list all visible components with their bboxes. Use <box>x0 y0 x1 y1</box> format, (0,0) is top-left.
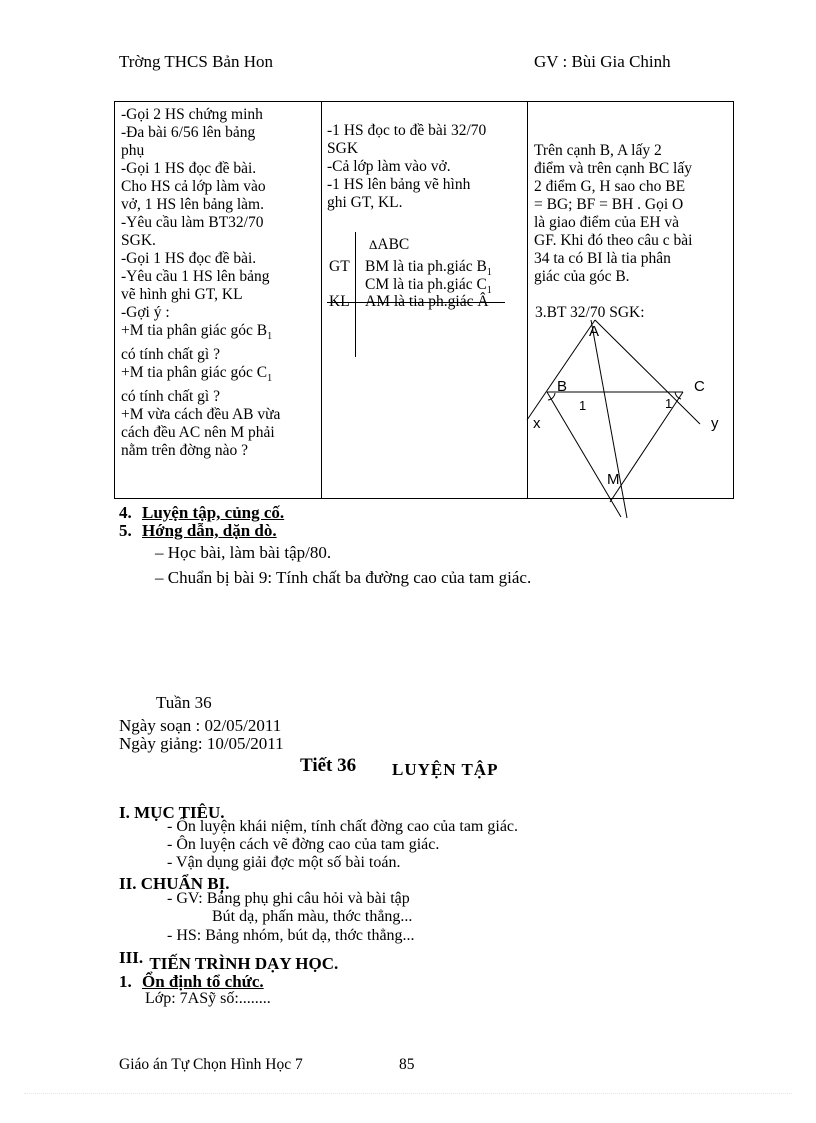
teacher-line: +M vừa cách đều AB vừa <box>121 406 281 424</box>
content-line: điểm và trên cạnh BC lấy <box>534 160 692 177</box>
content-line: 2 điểm G, H sao cho BE <box>534 178 686 195</box>
section-4-num: 4. <box>119 503 132 522</box>
class-line: Lớp: 7ASỹ số:........ <box>145 990 271 1007</box>
process-num: III. <box>119 948 144 967</box>
objective-2: - Ôn luyện cách vẽ đờng cao của tam giác. <box>167 836 440 853</box>
teacher-line: -Yêu cầu làm BT32/70 <box>121 214 264 231</box>
homework-1: – Học bài, làm bài tập/80. <box>155 543 332 562</box>
section-5-num: 5. <box>119 521 132 540</box>
teacher-line: cách đều AC nên M phải <box>121 424 275 442</box>
teacher-line: -Gợi ý : <box>121 304 170 321</box>
student-line: SGK <box>327 140 359 157</box>
teacher-line: nằm trên đờng nào ? <box>121 442 248 460</box>
teacher-line: vở, 1 HS lên bảng làm. <box>121 196 264 213</box>
gt-line-2-text: CM là tia ph.giác C <box>365 276 487 293</box>
subscript: 1 <box>267 373 273 385</box>
line-am <box>591 320 627 518</box>
section-4-title: Luyện tập, củng cố. <box>142 503 285 522</box>
content-line: Trên cạnh B, A lấy 2 <box>534 142 662 159</box>
label-a: A <box>589 323 600 340</box>
homework-2: – Chuẩn bị bài 9: Tính chất ba đường cao của tam giác. <box>155 568 532 587</box>
week: Tuần 36 <box>156 693 212 712</box>
subscript: 1 <box>486 285 492 297</box>
step-1-num: 1. <box>119 972 132 991</box>
kl-label: KL <box>329 293 350 310</box>
process-heading <box>119 948 339 973</box>
page-number: 85 <box>399 1056 415 1073</box>
label-y: y <box>711 415 719 432</box>
section-5-title: Hớng dẫn, dặn dò. <box>142 521 277 540</box>
teacher-line: có tính chất gì ? <box>121 346 220 364</box>
teacher-line: -Gọi 1 HS đọc đề bài. <box>121 160 257 177</box>
label-m: M <box>607 471 620 488</box>
objectives-title: I. MỤC TIÊU. <box>119 803 225 822</box>
step-1 <box>119 972 264 992</box>
preparation-title: II. CHUẨN BỊ. <box>119 874 230 893</box>
teacher-line: Cho HS cả lớp làm vào <box>121 178 266 195</box>
teacher-line: -Yêu cầu 1 HS lên bảng <box>121 268 270 285</box>
content-line: = BG; BF = BH . Gọi O <box>534 196 684 213</box>
teacher-line: -Gọi 1 HS đọc đề bài. <box>121 250 257 267</box>
lesson-title: LUYỆN TẬP <box>392 760 499 779</box>
line-ac <box>595 320 700 424</box>
prep-gv-2: Bút dạ, phấn màu, thớc thẳng... <box>212 908 413 925</box>
subscript: 1 <box>267 331 273 343</box>
prep-gv: - GV: Bảng phụ ghi câu hỏi và bài tập <box>167 890 410 907</box>
student-line: -Cả lớp làm vào vở. <box>327 158 451 175</box>
label-c: C <box>694 378 705 395</box>
content-line: giác của góc B. <box>534 268 630 285</box>
triangle-abc: ΔABC <box>369 236 410 253</box>
triangle-name: ABC <box>377 236 410 253</box>
label-one-b: 1 <box>579 398 587 413</box>
student-line: -1 HS lên bảng vẽ hình <box>327 176 471 193</box>
objective-1: - Ôn luyện khái niệm, tính chất đờng cao của tam giác. <box>167 818 519 835</box>
hint-b-text: +M tia phân giác góc B <box>121 322 268 339</box>
student-line: ghi GT, KL. <box>327 194 403 211</box>
footer-title: Giáo án Tự Chọn Hình Học 7 <box>119 1056 303 1073</box>
hint-c-text: +M tia phân giác góc C <box>121 364 268 382</box>
activity-table <box>114 101 734 499</box>
page-edge <box>24 1093 792 1094</box>
exercise-title: 3.BT 32/70 SGK: <box>535 304 645 321</box>
date-teach: Ngày giảng: 10/05/2011 <box>119 734 284 753</box>
process-title: TIẾN TRÌNH DẠY HỌC. <box>149 954 339 973</box>
teacher-line: vẽ hình ghi GT, KL <box>121 286 243 303</box>
triangle-figure <box>115 102 735 522</box>
student-line: -1 HS đọc to đề bài 32/70 <box>327 122 487 139</box>
label-one-c: 1 <box>665 396 673 411</box>
prep-hs: - HS: Bảng nhóm, bút dạ, thớc thẳng... <box>167 927 415 944</box>
teacher-line: SGK. <box>121 232 156 249</box>
school-name: Trờng THCS Bản Hon <box>119 52 273 71</box>
teacher-name: GV : Bùi Gia Chinh <box>534 52 671 71</box>
step-1-title: Ổn định tổ chức. <box>142 972 264 991</box>
subscript: 1 <box>486 267 492 279</box>
label-x: x <box>533 415 541 432</box>
kl-line: AM là tia ph.giác Â <box>365 293 489 310</box>
gt-label: GT <box>329 258 350 275</box>
objective-3: - Vận dụng giải đợc một số bài toán. <box>167 854 401 871</box>
section-5 <box>119 521 277 541</box>
teacher-line: -Đa bài 6/56 lên bảng <box>121 124 256 141</box>
content-line: 34 ta có BI là tia phân <box>534 250 671 267</box>
label-b: B <box>557 378 568 395</box>
gt-line-1-text: BM là tia ph.giác B <box>365 258 487 275</box>
teacher-line: phụ <box>121 142 145 159</box>
lesson-number: Tiết 36 <box>300 755 357 776</box>
section-4 <box>119 503 284 523</box>
teacher-line: có tính chất gì ? <box>121 388 220 406</box>
date-prep: Ngày soạn : 02/05/2011 <box>119 716 282 735</box>
angle-b-arc <box>548 393 555 400</box>
content-line: là giao điểm của EH và <box>534 214 680 231</box>
teacher-line: -Gọi 2 HS chứng minh <box>121 106 263 123</box>
content-line: GF. Khi đó theo câu c bài <box>534 232 693 249</box>
